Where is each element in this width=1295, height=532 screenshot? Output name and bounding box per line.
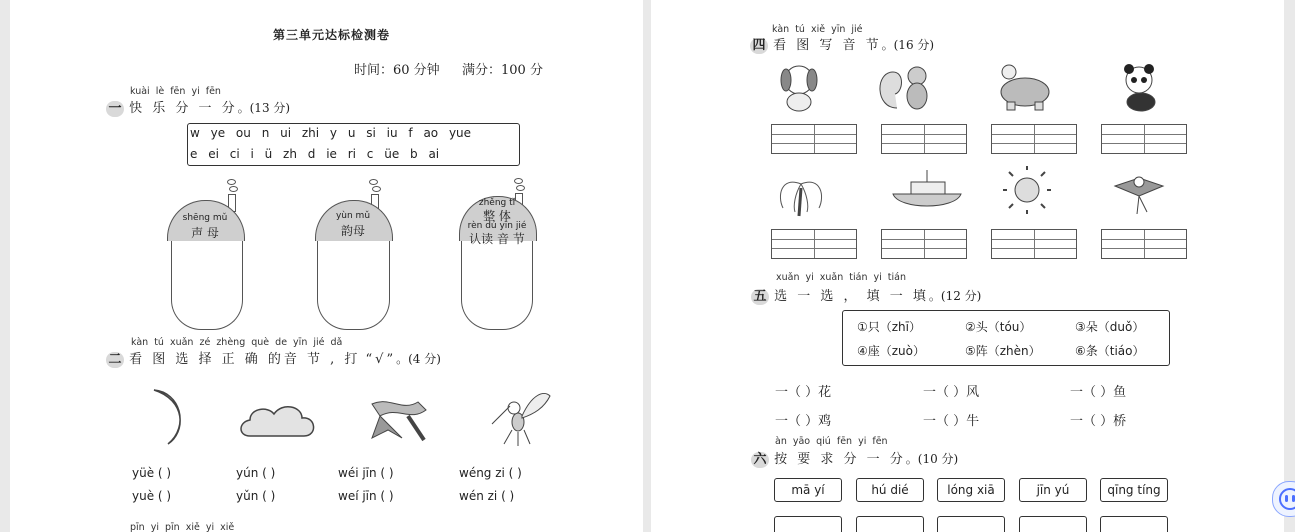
assistant-button[interactable] [1272,481,1295,517]
section-4-number: 四 [750,38,768,54]
s4-pictures-row-2 [771,166,1191,220]
section-2-heading [106,348,441,368]
cloud-picture [241,407,314,436]
house-3-label: 整 体 [483,209,511,223]
section-5-score: 。(12 分) [928,289,982,303]
choice-group-1 [132,466,171,503]
page-title: 第三单元达标检测卷 [273,28,391,42]
option-4: ④座（zuò） [857,344,926,358]
footer-pinyin: pīn yi pīn xiě yi xiě [130,522,235,532]
option-3: ③朵（duǒ） [1075,320,1145,334]
section-4-score: 。(16 分) [881,38,935,52]
word-card-1: mā yí [774,478,842,502]
word-card-2: hú dié [856,478,924,502]
s5-pinyin: xuǎn yi xuǎn tián yi tián [776,272,907,283]
willow-picture [780,182,821,216]
section-6-number: 六 [751,452,769,468]
s6-pinyin: àn yāo qiú fēn yi fēn [775,436,888,447]
choice-3b[interactable]: weí jīn ( ) [338,489,394,503]
moon-picture [154,390,180,444]
pinyin-pool [187,123,520,166]
panda-picture [1124,64,1155,111]
section-1-score: 。(13 分) [237,101,291,115]
pinyin-row-2: e ei ci i ü zh d ie ri c üe b ai [190,147,440,161]
s4-pictures-row-1 [771,58,1191,118]
section-5-heading [751,285,981,305]
mosquito-picture [492,393,550,446]
section-6-title: 按 要 求 分 一 分 [774,452,906,467]
s2-pinyin: kàn tú xuǎn zé zhèng què de yīn jié dǎ [131,337,343,348]
section-4-heading [750,34,934,54]
answer-grid-5[interactable] [771,229,857,259]
choice-4b[interactable]: wén zi ( ) [459,489,515,503]
house-3-pinyin-2: rèn dú yīn jié [467,221,527,231]
option-2: ②头（tóu） [965,320,1032,334]
option-5: ⑤阵（zhèn） [965,344,1041,358]
choice-group-4 [459,466,522,503]
answer-grid-2[interactable] [881,124,967,154]
choice-4a[interactable]: wéng zi ( ) [459,466,522,480]
house-3-label-2: 认读 音 节 [469,232,525,246]
kite-picture [1115,177,1163,214]
page-left [10,0,643,532]
choice-2b[interactable]: yǔn ( ) [236,489,276,503]
page-right [651,0,1284,532]
choice-2a[interactable]: yún ( ) [236,466,276,480]
choice-group-3 [338,466,394,503]
house-3-pinyin: zhěng tǐ [478,198,516,208]
word-card-4: jīn yú [1019,478,1087,502]
word-card-10 [1100,516,1168,532]
answer-grid-3[interactable] [991,124,1077,154]
squirrel-picture [880,67,927,109]
fill-6[interactable]: 一（ ）桥 [1070,414,1127,429]
fill-2[interactable]: 一（ ）风 [923,385,980,400]
s4-pinyin: kàn tú xiě yīn jié [772,24,863,35]
section-1-heading [106,97,290,117]
section-4-title: 看 图 写 音 节 [773,38,882,53]
choice-3a[interactable]: wéi jīn ( ) [338,466,394,480]
choice-group-2 [236,466,275,503]
answer-grid-7[interactable] [991,229,1077,259]
section-2-check: “√” [365,352,397,367]
word-card-8 [937,516,1005,532]
measure-word-options [842,310,1170,366]
pinyin-row-1: w ye ou n ui zhi y u si iu f ao yue [190,126,472,140]
fill-1[interactable]: 一（ ）花 [775,385,832,400]
section-2-score: 。(4 分) [396,352,441,366]
answer-grid-1[interactable] [771,124,857,154]
house-2-pinyin: yùn mǔ [335,211,371,221]
section-2-title: 看 图 选 择 正 确 的音 节 , 打 [129,352,361,367]
word-card-6 [774,516,842,532]
house-1-label: 声 母 [191,226,219,240]
boat-picture [893,170,961,206]
full-score-label: 满分：100 分 [462,63,543,78]
time-label: 时间：60 分钟 [354,63,440,78]
turtle-picture [1001,65,1049,110]
option-6: ⑥条（tiáo） [1075,344,1145,358]
section-5-number: 五 [751,289,769,305]
word-card-9 [1019,516,1087,532]
fill-4[interactable]: 一（ ）鸡 [775,414,832,429]
section-2-pictures [140,382,560,452]
word-card-7 [856,516,924,532]
fill-3[interactable]: 一（ ）鱼 [1070,385,1127,400]
choice-1a[interactable]: yüè ( ) [132,466,172,480]
fill-5[interactable]: 一（ ）牛 [923,414,980,429]
word-card-5: qīng tíng [1100,478,1168,502]
section-6-score: 。(10 分) [905,452,959,466]
section-1-number: 一 [106,101,124,117]
house-1-pinyin: shēng mǔ [182,213,228,223]
answer-grid-4[interactable] [1101,124,1187,154]
assistant-icon [1273,482,1295,516]
section-5-title: 选 一 选 ， 填 一 填 [774,289,929,304]
answer-grid-6[interactable] [881,229,967,259]
section-6-heading [751,448,958,468]
house-2-label: 韵母 [340,224,365,238]
section-1-title: 快 乐 分 一 分 [129,101,238,116]
dog-picture [781,66,817,111]
s1-pinyin: kuài lè fēn yi fēn [130,86,221,97]
word-card-3: lóng xiā [937,478,1005,502]
scarf-picture [372,402,426,440]
option-1: ①只（zhī） [857,320,921,334]
sun-picture [1003,166,1051,214]
answer-grid-8[interactable] [1101,229,1187,259]
section-2-number: 二 [106,352,124,368]
choice-1b[interactable]: yuè ( ) [132,489,172,503]
